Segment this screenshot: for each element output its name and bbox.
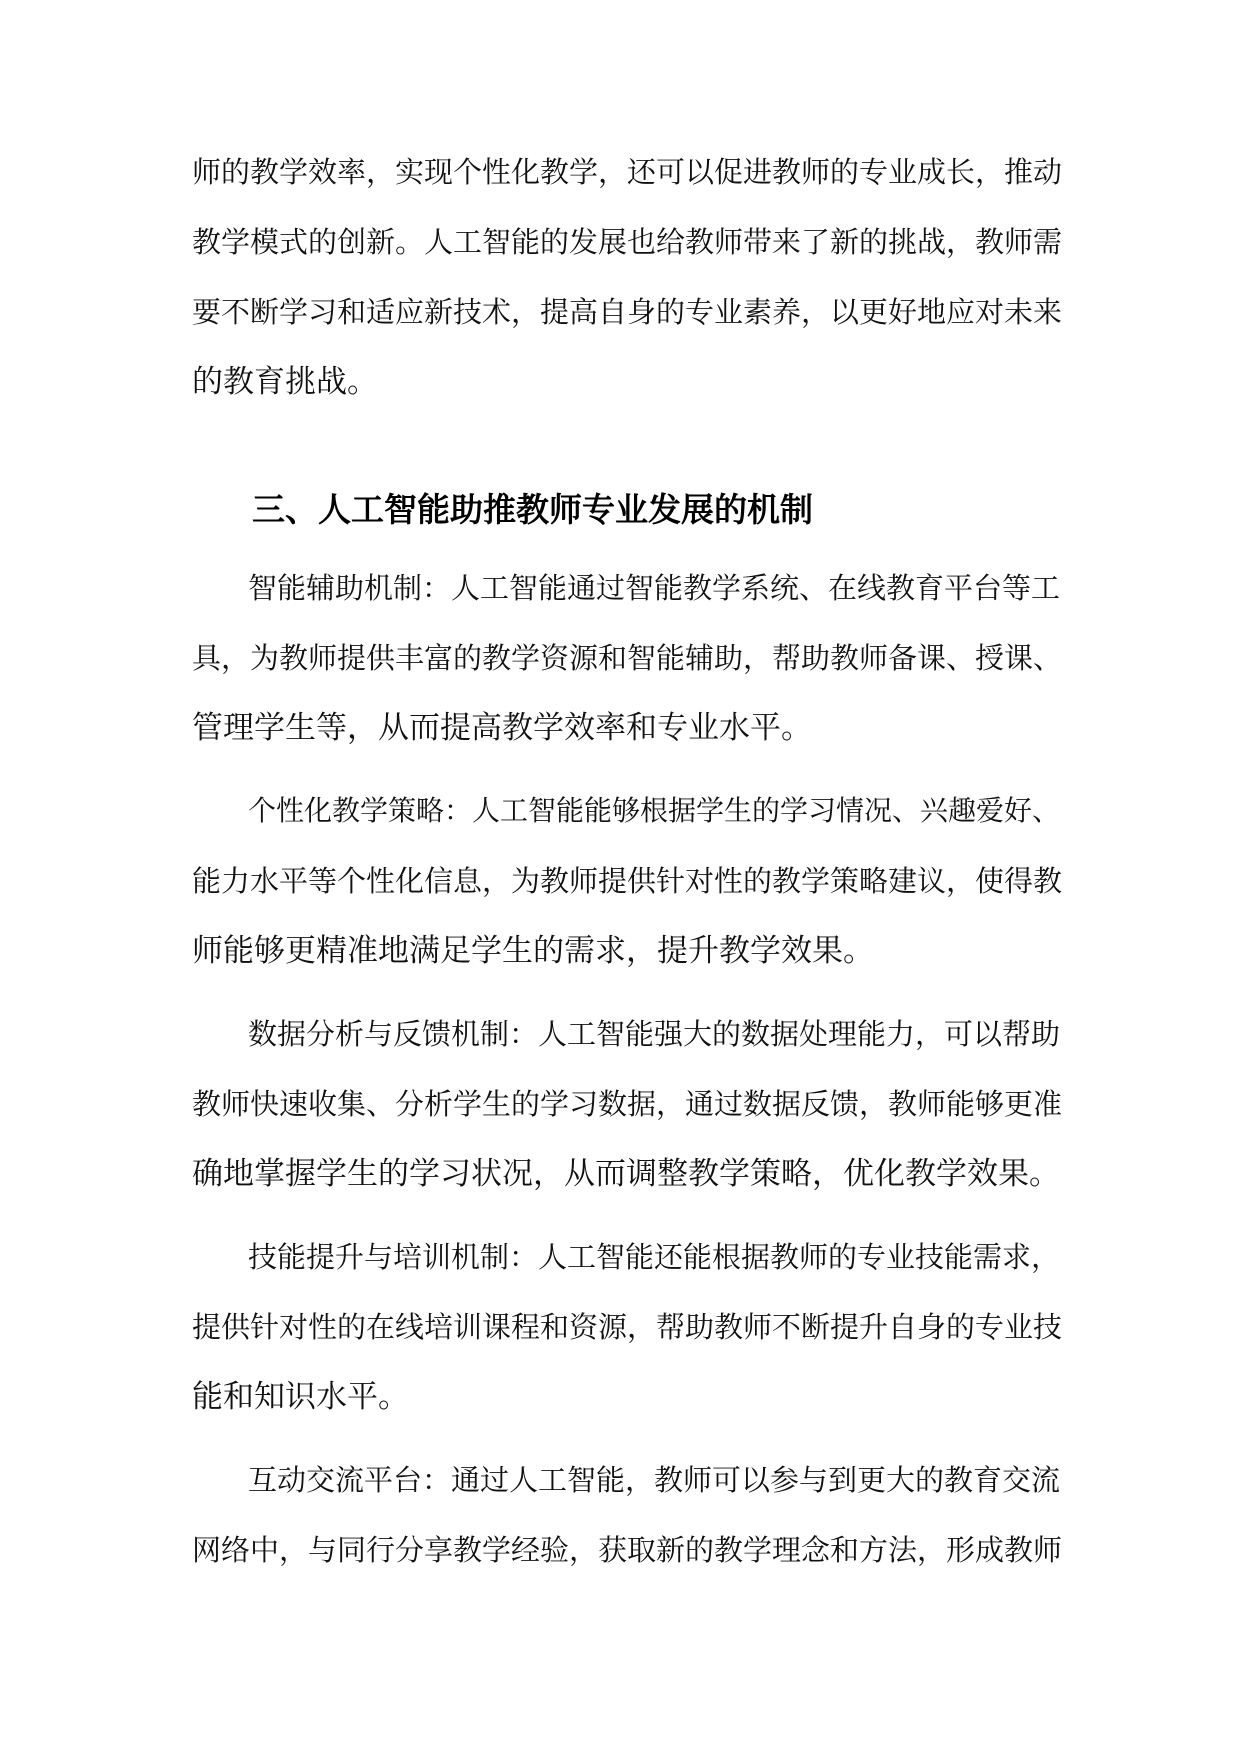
paragraph-line: 教学模式的创新。人工智能的发展也给教师带来了新的挑战，教师需 xyxy=(192,225,1063,259)
paragraph-line: 师的教学效率，实现个性化教学，还可以促进教师的专业成长，推动 xyxy=(192,155,1063,189)
paragraph-line: 能力水平等个性化信息，为教师提供针对性的教学策略建议，使得教 xyxy=(192,864,1063,898)
paragraph-line: 提供针对性的在线培训课程和资源，帮助教师不断提升自身的专业技 xyxy=(192,1310,1063,1344)
paragraph-line: 具，为教师提供丰富的教学资源和智能辅助，帮助教师备课、授课、 xyxy=(192,641,1063,675)
paragraph-line: 网络中，与同行分享教学经验，获取新的教学理念和方法，形成教师 xyxy=(192,1533,1063,1567)
paragraph-line: 个性化教学策略：人工智能能够根据学生的学习情况、兴趣爱好、 xyxy=(248,794,1061,827)
paragraph-line: 确地掌握学生的学习状况，从而调整教学策略，优化教学效果。 xyxy=(192,1156,1060,1192)
paragraph-line: 互动交流平台：通过人工智能，教师可以参与到更大的教育交流 xyxy=(248,1463,1061,1497)
paragraph-line: 要不断学习和适应新技术，提高自身的专业素养，以更好地应对未来 xyxy=(192,295,1063,329)
paragraph-line: 的教育挑战。 xyxy=(192,364,378,400)
paragraph-line: 管理学生等，从而提高教学效率和专业水平。 xyxy=(192,710,812,746)
paragraph-line: 能和知识水平。 xyxy=(192,1379,409,1415)
paragraph-line: 数据分析与反馈机制：人工智能强大的数据处理能力，可以帮助 xyxy=(248,1017,1061,1051)
paragraph-line: 教师快速收集、分析学生的学习数据，通过数据反馈，教师能够更准 xyxy=(192,1087,1063,1121)
paragraph-line: 智能辅助机制：人工智能通过智能教学系统、在线教育平台等工 xyxy=(248,571,1061,605)
paragraph-line: 师能够更精准地满足学生的需求，提升教学效果。 xyxy=(192,933,874,969)
paragraph-line: 技能提升与培训机制：人工智能还能根据教师的专业技能需求， xyxy=(248,1240,1061,1274)
section-heading: 三、人工智能助推教师专业发展的机制 xyxy=(252,490,813,529)
